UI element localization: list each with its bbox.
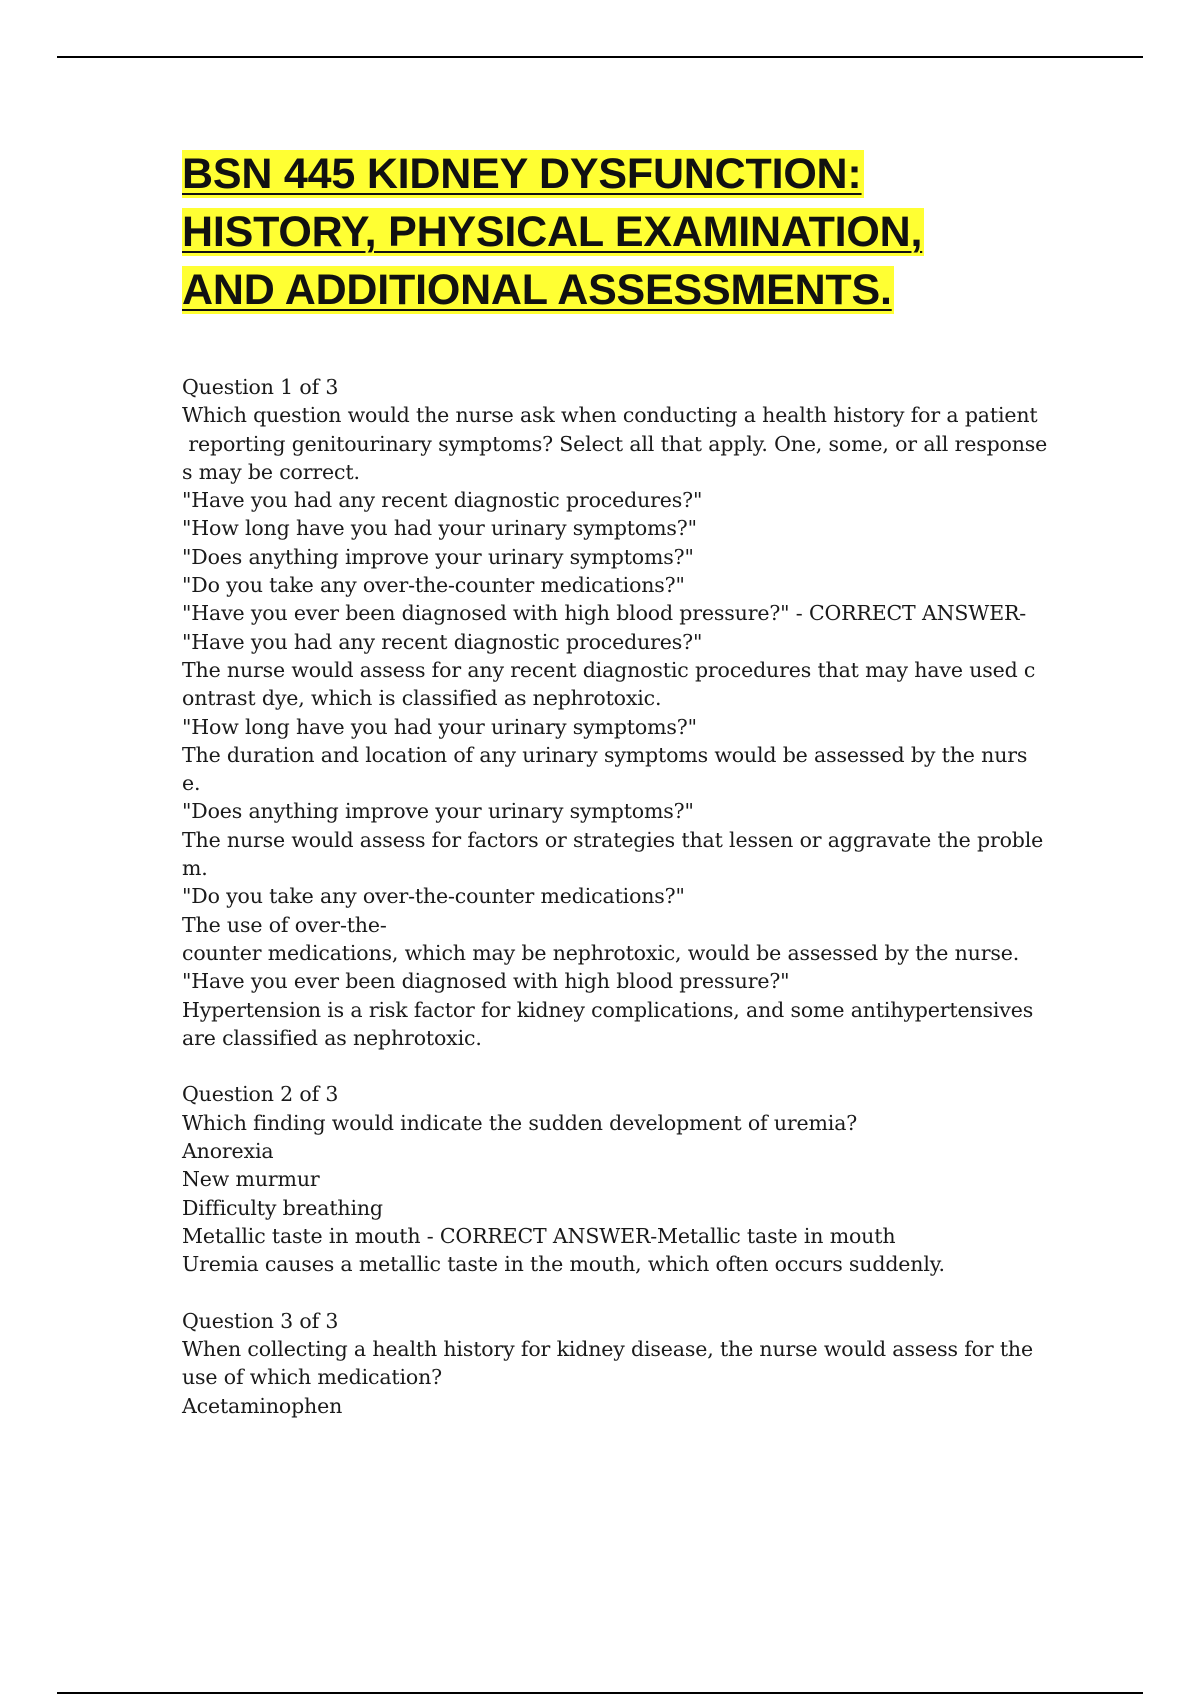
title-line (182, 203, 1062, 261)
question-block-2 (182, 1080, 1062, 1278)
title-line (182, 145, 1062, 203)
document-page (182, 145, 1062, 1420)
question-text-line: Which finding would indicate the sudden development of uremia? (182, 1110, 858, 1135)
question-text-line: m. (182, 856, 208, 881)
question-text-line: Hypertension is a risk factor for kidney complications, and some antihypertensives (182, 997, 1034, 1022)
top-rule (57, 56, 1143, 58)
question-text-line: ontrast dye, which is classified as nephrotoxic. (182, 686, 662, 711)
question-text-line: "How long have you had your urinary symptoms?" (182, 714, 697, 739)
question-text-line: Acetaminophen (182, 1393, 343, 1418)
question-text-line: When collecting a health history for kidney disease, the nurse would assess for the (182, 1337, 1033, 1362)
question-text-line: Which question would the nurse ask when conducting a health history for a patient (182, 403, 1038, 428)
question-text-line: counter medications, which may be nephrotoxic, would be assessed by the nurse. (182, 940, 1020, 965)
question-text-line: "Have you ever been diagnosed with high blood pressure?" (182, 969, 790, 994)
question-text-line: "Does anything improve your urinary symptoms?" (182, 799, 694, 824)
document-title (182, 145, 1062, 319)
question-text-line: "Do you take any over-the-counter medications?" (182, 884, 685, 909)
question-block-1 (182, 373, 1062, 1052)
question-text-line: "Do you take any over-the-counter medications?" (182, 573, 685, 598)
question-text-line: "How long have you had your urinary symptoms?" (182, 516, 697, 541)
title-line-1: BSN 445 KIDNEY DYSFUNCTION: (182, 150, 862, 198)
question-text-line: Anorexia (182, 1139, 274, 1164)
question-text-line: use of which medication? (182, 1365, 443, 1390)
bottom-rule (57, 1692, 1143, 1694)
question-text-line: "Have you ever been diagnosed with high blood pressure?" - CORRECT ANSWER- (182, 601, 1027, 626)
question-text-line: New murmur (182, 1167, 320, 1192)
title-line-2: HISTORY, PHYSICAL EXAMINATION, (182, 208, 923, 256)
question-text-line: "Have you had any recent diagnostic procedures?" (182, 629, 703, 654)
question-heading: Question 3 of 3 (182, 1308, 339, 1333)
question-text-line: reporting genitourinary symptoms? Select all that apply. One, some, or all response (182, 431, 1048, 456)
question-text-line: "Does anything improve your urinary symptoms?" (182, 544, 694, 569)
question-text-line: The use of over-the- (182, 912, 387, 937)
questions-container (182, 373, 1062, 1420)
title-line-3: AND ADDITIONAL ASSESSMENTS. (182, 266, 892, 314)
question-spacer (182, 1052, 1062, 1080)
question-text-line: Difficulty breathing (182, 1195, 383, 1220)
question-text-line: "Have you had any recent diagnostic procedures?" (182, 488, 703, 513)
question-spacer (182, 1279, 1062, 1307)
question-text-line: are classified as nephrotoxic. (182, 1025, 482, 1050)
title-line (182, 261, 1062, 319)
question-text-line: s may be correct. (182, 459, 360, 484)
question-text-line: The duration and location of any urinary symptoms would be assessed by the nurs (182, 742, 1028, 767)
question-heading: Question 2 of 3 (182, 1082, 339, 1107)
question-text-line: e. (182, 771, 201, 796)
question-text-line: The nurse would assess for factors or strategies that lessen or aggravate the proble (182, 827, 1044, 852)
question-text-line: The nurse would assess for any recent diagnostic procedures that may have used c (182, 657, 1036, 682)
question-block-3 (182, 1307, 1062, 1420)
question-text-line: Metallic taste in mouth - CORRECT ANSWER-Metallic taste in mouth (182, 1223, 896, 1248)
question-heading: Question 1 of 3 (182, 375, 339, 399)
question-text-line: Uremia causes a metallic taste in the mouth, which often occurs suddenly. (182, 1252, 945, 1277)
